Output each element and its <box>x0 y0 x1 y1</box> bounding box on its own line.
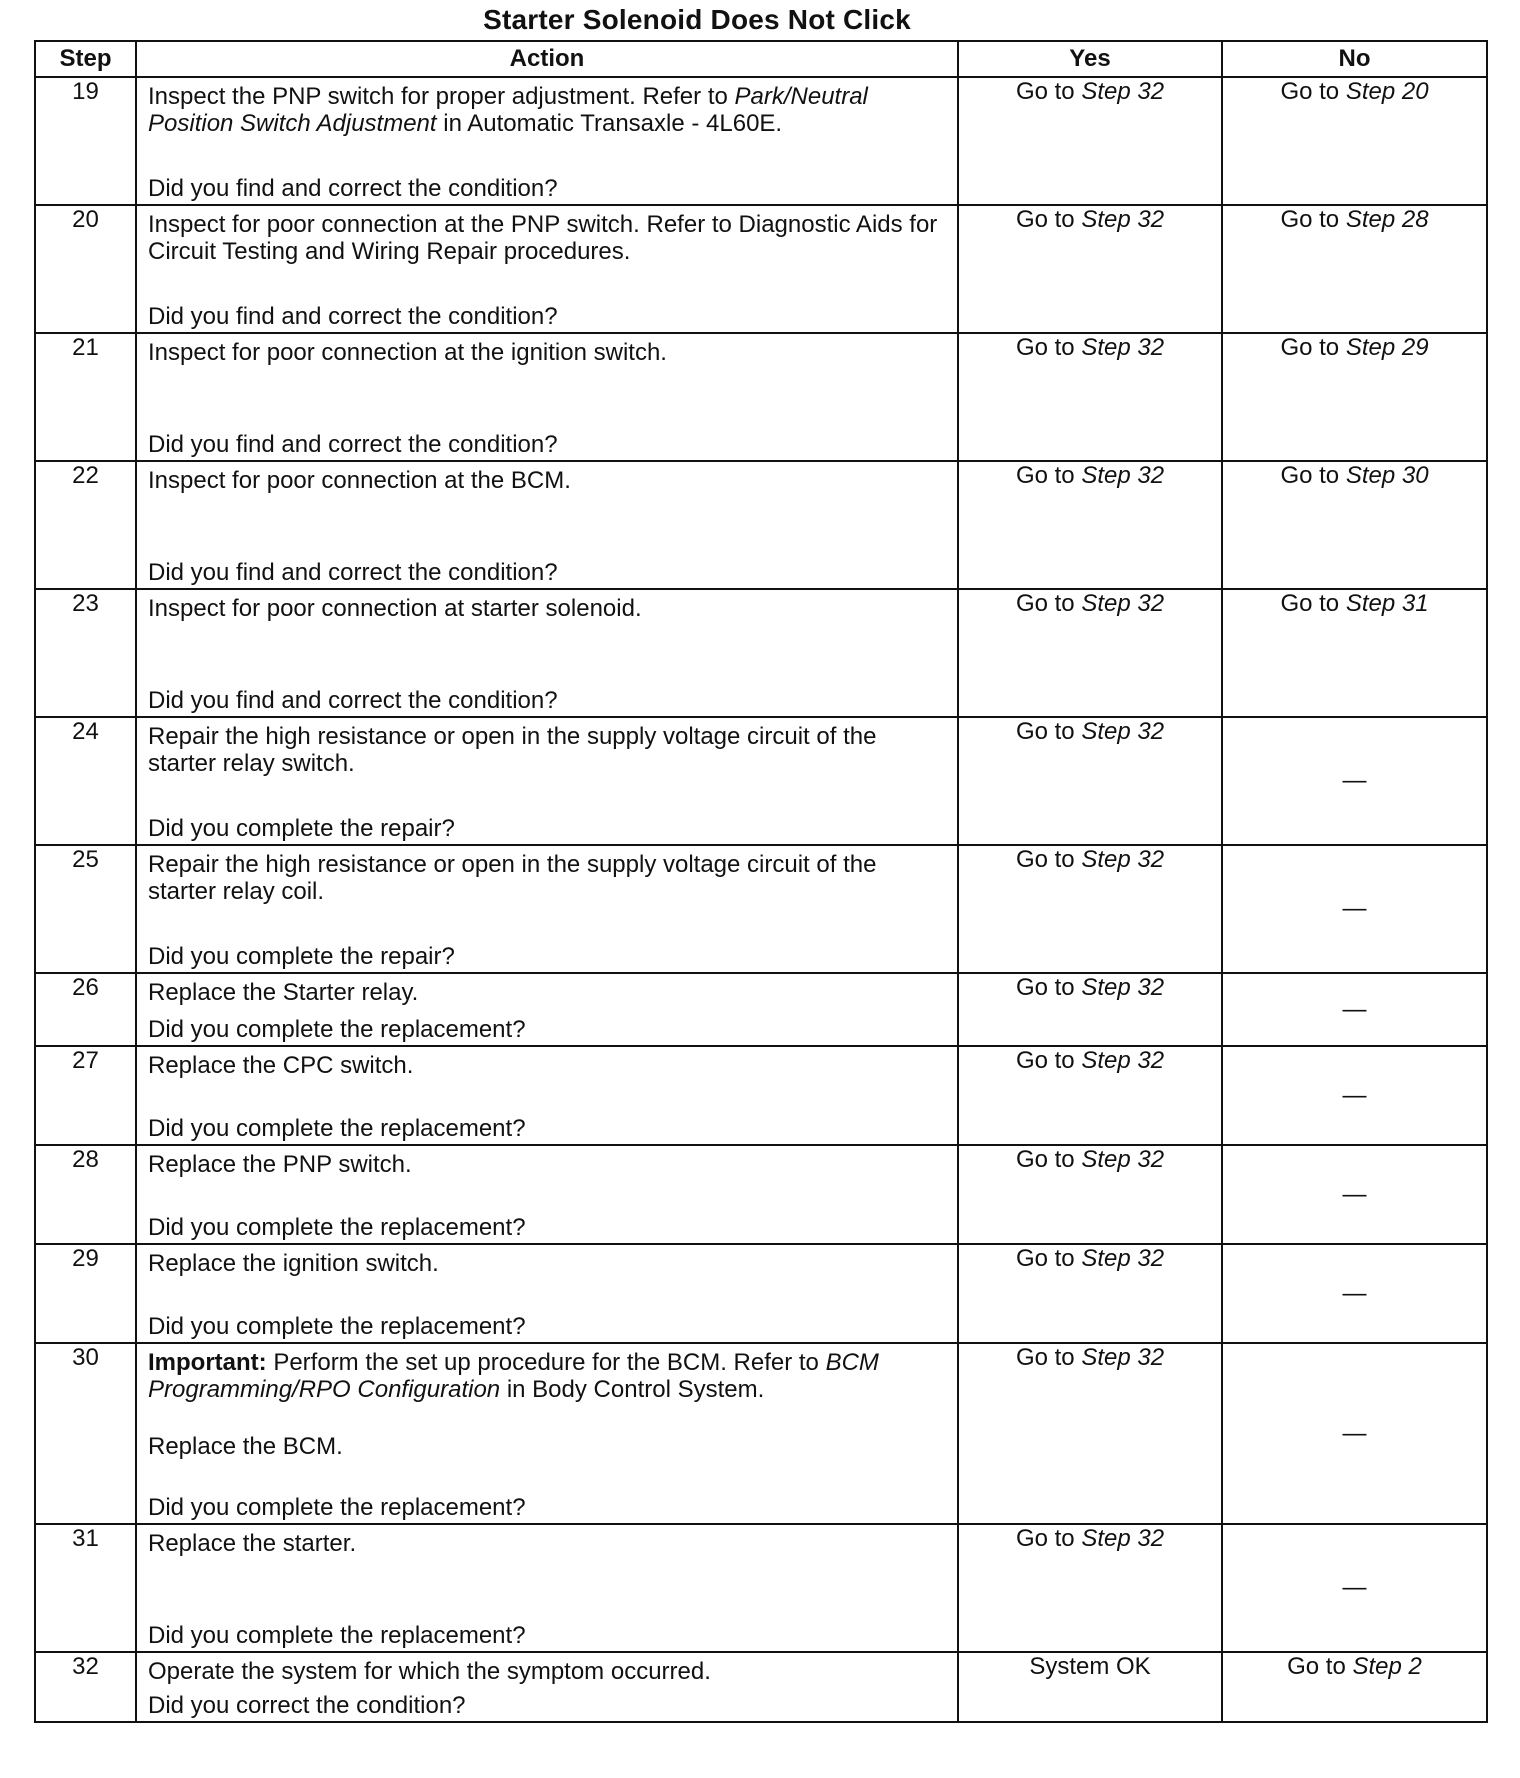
yes-prefix: Go to <box>1015 462 1082 489</box>
no-cell <box>1222 1244 1487 1343</box>
step-number: 19 <box>35 77 136 205</box>
action-instruction <box>148 1530 947 1557</box>
action-cell <box>136 973 958 1046</box>
action-instruction <box>148 83 947 137</box>
action-cell <box>136 1524 958 1652</box>
action-question: Did you find and correct the condition? <box>148 303 558 330</box>
table-row <box>35 589 1487 717</box>
yes-step-ref: Step 32 <box>1081 462 1165 489</box>
step-number: 26 <box>35 973 136 1046</box>
instruction-text: Inspect for poor connection at the BCM. <box>148 467 571 494</box>
yes-prefix: Go to <box>1015 1047 1082 1074</box>
step-number: 22 <box>35 461 136 589</box>
step-number: 20 <box>35 205 136 333</box>
no-dash: — <box>1342 1081 1367 1109</box>
step-number: 31 <box>35 1524 136 1652</box>
no-cell <box>1222 973 1487 1046</box>
header-no: No <box>1222 41 1487 77</box>
no-step-ref: Step 30 <box>1345 462 1429 489</box>
yes-cell <box>958 717 1222 845</box>
no-cell <box>1222 717 1487 845</box>
yes-step-ref: Step 32 <box>1081 1146 1165 1173</box>
yes-cell <box>958 1343 1222 1524</box>
no-cell <box>1222 1343 1487 1524</box>
action-content <box>137 1047 957 1144</box>
action-instruction <box>148 595 947 622</box>
action-instruction <box>148 211 947 265</box>
yes-step-ref: Step 32 <box>1081 1344 1165 1371</box>
step-number: 32 <box>35 1652 136 1722</box>
action-content <box>137 78 957 204</box>
action-question: Did you complete the replacement? <box>148 1115 526 1142</box>
action-instruction <box>148 1250 947 1277</box>
no-cell <box>1222 589 1487 717</box>
action-instruction <box>148 339 947 366</box>
yes-cell <box>958 1524 1222 1652</box>
instruction-text: Operate the system for which the symptom occurred. <box>148 1658 711 1685</box>
diagnostic-table <box>34 40 1488 1723</box>
no-prefix: Go to <box>1280 462 1346 489</box>
yes-step-ref: Step 32 <box>1081 334 1165 361</box>
instruction-text: Replace the starter. <box>148 1530 357 1557</box>
action-instruction <box>148 1052 947 1079</box>
no-step-ref: Step 20 <box>1345 78 1429 105</box>
action-question: Did you complete the replacement? <box>148 1214 526 1241</box>
table-row <box>35 1145 1487 1244</box>
no-cell <box>1222 1524 1487 1652</box>
yes-prefix: System OK <box>1029 1653 1151 1680</box>
step-number: 23 <box>35 589 136 717</box>
action-content <box>137 1245 957 1342</box>
header-step: Step <box>35 41 136 77</box>
step-number: 24 <box>35 717 136 845</box>
instruction-text: Inspect for poor connection at starter solenoid. <box>148 595 642 622</box>
yes-prefix: Go to <box>1015 1525 1082 1552</box>
instruction-text: Repair the high resistance or open in the supply voltage circuit of the starter relay switch. <box>148 723 877 777</box>
no-step-ref: Step 28 <box>1345 206 1429 233</box>
instruction-text: in Body Control System. <box>500 1376 765 1403</box>
yes-cell <box>958 1145 1222 1244</box>
reference-link-text: BCM Programming/RPO Configuration <box>148 1349 879 1403</box>
no-cell <box>1222 77 1487 205</box>
table-row <box>35 333 1487 461</box>
table-row <box>35 1652 1487 1722</box>
no-prefix: Go to <box>1280 78 1346 105</box>
no-cell <box>1222 1046 1487 1145</box>
action-content <box>137 334 957 460</box>
action-question: Did you complete the replacement? <box>148 1494 526 1521</box>
yes-cell <box>958 973 1222 1046</box>
no-dash: — <box>1342 767 1367 794</box>
action-content <box>137 846 957 972</box>
step-number: 29 <box>35 1244 136 1343</box>
yes-cell <box>958 1652 1222 1722</box>
action-cell <box>136 333 958 461</box>
table-row <box>35 845 1487 973</box>
action-cell <box>136 845 958 973</box>
table-header-row <box>35 41 1487 77</box>
yes-step-ref: Step 32 <box>1081 206 1165 233</box>
no-prefix: Go to <box>1280 334 1346 361</box>
yes-prefix: Go to <box>1015 334 1082 361</box>
yes-step-ref: Step 32 <box>1081 718 1165 745</box>
action-instruction <box>148 1349 947 1403</box>
yes-cell <box>958 589 1222 717</box>
important-label: Important: <box>148 1349 267 1376</box>
action-instruction <box>148 851 947 905</box>
action-question: Did you find and correct the condition? <box>148 175 558 202</box>
action-question: Did you find and correct the condition? <box>148 431 558 458</box>
instruction-text: Inspect for poor connection at the PNP switch. Refer to Diagnostic Aids for Circuit Testing and Wiring Repair procedures. <box>148 211 938 265</box>
action-cell <box>136 1343 958 1524</box>
yes-prefix: Go to <box>1015 78 1082 105</box>
yes-step-ref: Step 32 <box>1081 590 1165 617</box>
action-middle-text: Replace the BCM. <box>148 1433 343 1460</box>
action-instruction <box>148 1658 947 1685</box>
instruction-text: Replace the ignition switch. <box>148 1250 439 1277</box>
reference-link-text: Park/Neutral Position Switch Adjustment <box>148 83 868 137</box>
no-prefix: Go to <box>1280 206 1346 233</box>
yes-prefix: Go to <box>1015 1245 1082 1272</box>
yes-cell <box>958 845 1222 973</box>
action-content <box>137 718 957 844</box>
instruction-text: in Automatic Transaxle - 4L60E. <box>436 110 783 137</box>
instruction-text: Perform the set up procedure for the BCM. Refer to <box>266 1349 826 1376</box>
action-content <box>137 590 957 716</box>
instruction-text: Inspect the PNP switch for proper adjustment. Refer to <box>148 83 735 110</box>
yes-step-ref: Step 32 <box>1081 974 1165 1001</box>
yes-cell <box>958 333 1222 461</box>
no-dash: — <box>1342 895 1367 922</box>
action-question: Did you find and correct the condition? <box>148 559 558 586</box>
action-cell <box>136 589 958 717</box>
yes-cell <box>958 205 1222 333</box>
yes-cell <box>958 77 1222 205</box>
yes-prefix: Go to <box>1015 846 1082 873</box>
action-content <box>137 1344 957 1523</box>
step-number: 28 <box>35 1145 136 1244</box>
table-row <box>35 77 1487 205</box>
yes-prefix: Go to <box>1015 1344 1082 1371</box>
header-yes: Yes <box>958 41 1222 77</box>
action-content <box>137 1525 957 1651</box>
action-question: Did you complete the repair? <box>148 815 455 842</box>
no-cell <box>1222 1652 1487 1722</box>
no-step-ref: Step 31 <box>1345 590 1429 617</box>
table-body <box>35 77 1487 1722</box>
no-dash: — <box>1342 1574 1367 1601</box>
no-prefix: Go to <box>1280 590 1346 617</box>
step-number: 25 <box>35 845 136 973</box>
instruction-text: Replace the PNP switch. <box>148 1151 412 1178</box>
action-question: Did you correct the condition? <box>148 1692 466 1719</box>
no-step-ref: Step 2 <box>1352 1653 1422 1680</box>
table-row <box>35 973 1487 1046</box>
action-content <box>137 462 957 588</box>
action-question: Did you complete the replacement? <box>148 1016 526 1043</box>
action-question: Did you complete the replacement? <box>148 1313 526 1340</box>
action-content <box>137 974 957 1045</box>
action-cell <box>136 1046 958 1145</box>
no-cell <box>1222 333 1487 461</box>
action-content <box>137 1653 957 1721</box>
action-instruction <box>148 467 947 494</box>
action-content <box>137 206 957 332</box>
table-row <box>35 1046 1487 1145</box>
table-row <box>35 1244 1487 1343</box>
yes-prefix: Go to <box>1015 974 1082 1001</box>
yes-step-ref: Step 32 <box>1081 78 1165 105</box>
no-cell <box>1222 845 1487 973</box>
instruction-text: Replace the Starter relay. <box>148 979 419 1006</box>
no-cell <box>1222 1145 1487 1244</box>
action-cell <box>136 717 958 845</box>
action-content <box>137 1146 957 1243</box>
header-action: Action <box>136 41 958 77</box>
step-number: 21 <box>35 333 136 461</box>
no-prefix: Go to <box>1287 1653 1353 1680</box>
no-dash: — <box>1342 995 1367 1023</box>
no-dash: — <box>1342 1279 1367 1307</box>
step-number: 30 <box>35 1343 136 1524</box>
table-row <box>35 205 1487 333</box>
step-number: 27 <box>35 1046 136 1145</box>
no-cell <box>1222 205 1487 333</box>
yes-prefix: Go to <box>1015 590 1082 617</box>
no-step-ref: Step 29 <box>1345 334 1429 361</box>
no-dash: — <box>1342 1180 1367 1208</box>
yes-cell <box>958 1046 1222 1145</box>
action-question: Did you find and correct the condition? <box>148 687 558 714</box>
action-instruction <box>148 1151 947 1178</box>
table-row <box>35 1343 1487 1524</box>
table-row <box>35 1524 1487 1652</box>
action-question: Did you complete the replacement? <box>148 1622 526 1649</box>
action-instruction <box>148 979 947 1006</box>
action-cell <box>136 77 958 205</box>
action-cell <box>136 1145 958 1244</box>
instruction-text: Repair the high resistance or open in the supply voltage circuit of the starter relay coil. <box>148 851 877 905</box>
table-row <box>35 717 1487 845</box>
yes-step-ref: Step 32 <box>1081 1245 1165 1272</box>
yes-prefix: Go to <box>1015 718 1082 745</box>
yes-step-ref: Step 32 <box>1081 846 1165 873</box>
action-cell <box>136 461 958 589</box>
action-cell <box>136 1652 958 1722</box>
yes-prefix: Go to <box>1015 206 1082 233</box>
yes-cell <box>958 461 1222 589</box>
action-question: Did you complete the repair? <box>148 943 455 970</box>
no-dash: — <box>1342 1419 1367 1447</box>
yes-step-ref: Step 32 <box>1081 1047 1165 1074</box>
instruction-text: Inspect for poor connection at the ignition switch. <box>148 339 667 366</box>
action-cell <box>136 205 958 333</box>
action-instruction <box>148 723 947 777</box>
table-row <box>35 461 1487 589</box>
yes-prefix: Go to <box>1015 1146 1082 1173</box>
yes-step-ref: Step 32 <box>1081 1525 1165 1552</box>
no-cell <box>1222 461 1487 589</box>
instruction-text: Replace the CPC switch. <box>148 1052 414 1079</box>
page-title: Starter Solenoid Does Not Click <box>483 4 911 35</box>
yes-cell <box>958 1244 1222 1343</box>
action-cell <box>136 1244 958 1343</box>
